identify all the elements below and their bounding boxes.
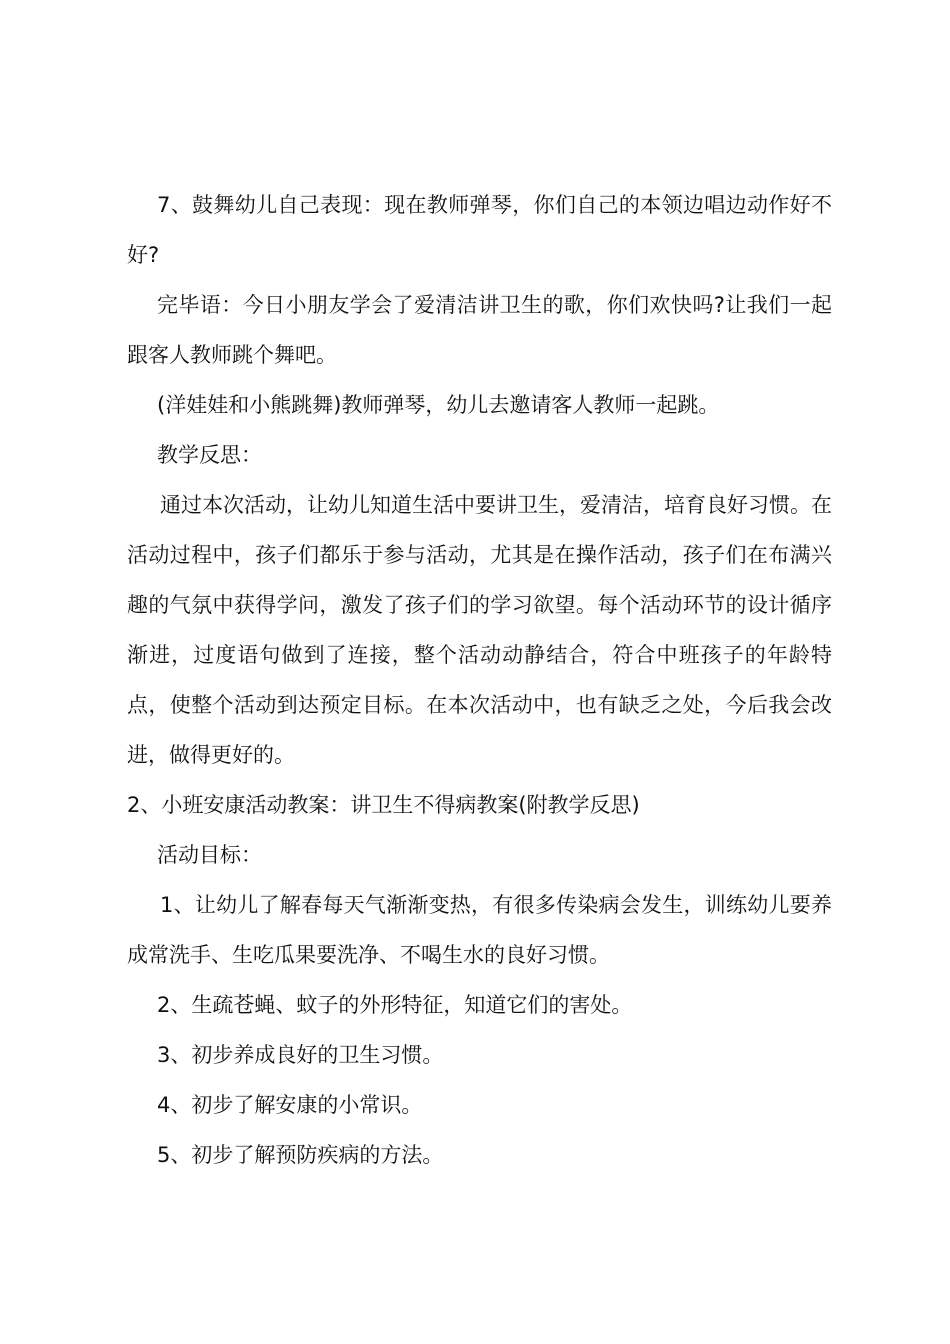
goal-item-4: 4、初步了解安康的小常识。 xyxy=(157,1093,423,1117)
goal-item-2: 2、生疏苍蝇、蚊子的外形特征，知道它们的害处。 xyxy=(157,993,633,1017)
goal-item-5: 5、初步了解预防疾病的方法。 xyxy=(157,1143,444,1167)
paragraph-closing-remarks: 完毕语：今日小朋友学会了爱清洁讲卫生的歌，你们欢快吗?让我们一起跟客人教师跳个舞吧。 xyxy=(127,293,832,367)
heading-activity-goals: 活动目标： xyxy=(157,843,262,867)
paragraph-encourage-performance: 7、鼓舞幼儿自己表现：现在教师弹琴，你们自己的本领边唱边动作好不好? xyxy=(127,193,832,267)
document-body xyxy=(127,180,832,1180)
heading-teaching-reflection: 教学反思： xyxy=(157,443,262,467)
section-title-lesson-2: 2、小班安康活动教案：讲卫生不得病教案(附教学反思) xyxy=(127,793,640,817)
paragraph-reflection-body: 通过本次活动，让幼儿知道生活中要讲卫生，爱清洁，培育良好习惯。在活动过程中，孩子们都乐于参与活动，尤其是在操作活动，孩子们在布满兴趣的气氛中获得学问，激发了孩子们的学习欲望。每个活动环节的设计循序渐进，过度语句做到了连接，整个活动动静结合，符合中班孩子的年龄特点，使整个活动到达预定目标。在本次活动中，也有缺乏之处，今后我会改进，做得更好的。 xyxy=(127,493,832,767)
paragraph-dance-activity: (洋娃娃和小熊跳舞)教师弹琴，幼儿去邀请客人教师一起跳。 xyxy=(157,393,720,417)
goal-item-3: 3、初步养成良好的卫生习惯。 xyxy=(157,1043,444,1067)
goal-item-1: 1、让幼儿了解春每天气渐渐变热，有很多传染病会发生，训练幼儿要养成常洗手、生吃瓜果要洗净、不喝生水的良好习惯。 xyxy=(127,893,832,967)
